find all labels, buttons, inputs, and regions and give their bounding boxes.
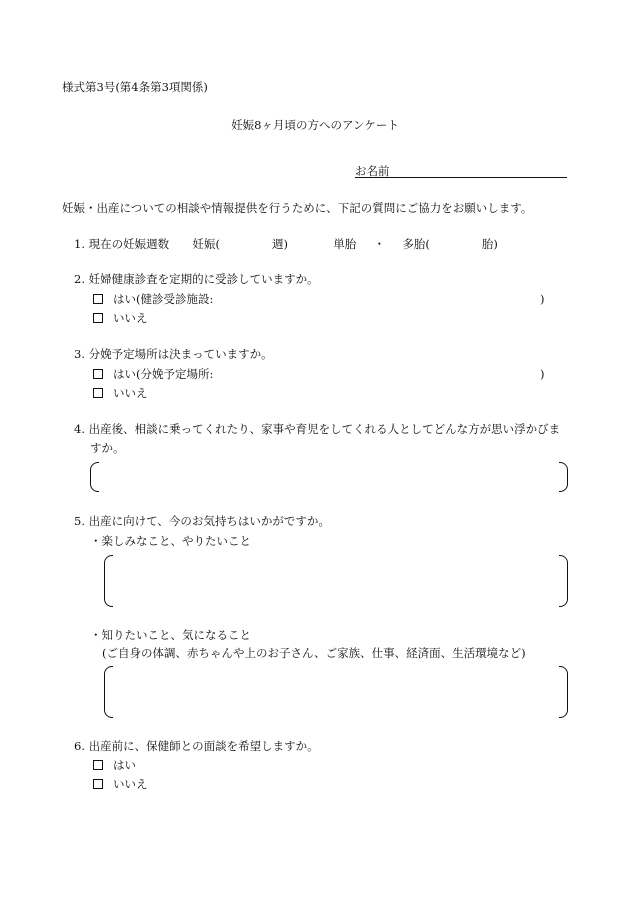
separator-dot: ・ <box>373 237 386 251</box>
question-1-text: 1. 現在の妊娠週数 <box>74 237 170 251</box>
q5-sub2-label: ・知りたいこと、気になること <box>90 628 251 642</box>
form-number: 様式第3号(第4条第3項関係) <box>62 80 208 94</box>
q3-no-option[interactable] <box>93 385 148 401</box>
q5-sub1-answer-box[interactable] <box>104 555 568 607</box>
q6-no-checkbox[interactable] <box>93 779 103 789</box>
q3-yes-option[interactable] <box>93 366 213 382</box>
q2-yes-option[interactable] <box>93 291 213 307</box>
name-field[interactable] <box>355 177 567 178</box>
q6-yes-checkbox[interactable] <box>93 760 103 770</box>
q5-sub2-note: (ご自身の体調、赤ちゃんや上のお子さん、ご家族、仕事、経済面、生活環境など) <box>102 646 526 660</box>
question-4-line1: 4. 出産後、相談に乗ってくれたり、家事や育児をしてくれる人としてどんな方が思い浮かびま <box>74 422 561 436</box>
intro-text: 妊娠・出産についての相談や情報提供を行うために、下記の質問にご協力をお願いします。 <box>62 201 533 215</box>
question-4-line2: すか。 <box>90 441 125 455</box>
q3-no-label: いいえ <box>113 386 148 400</box>
q2-yes-label: はい(健診受診施設: <box>113 292 214 306</box>
q2-no-checkbox[interactable] <box>93 313 103 323</box>
q5-sub2-answer-box[interactable] <box>104 666 568 718</box>
q6-yes-option[interactable] <box>93 757 136 773</box>
q3-yes-checkbox[interactable] <box>93 369 103 379</box>
weeks-label: 週) <box>271 237 288 251</box>
name-label: お名前 <box>355 164 390 178</box>
q2-no-option[interactable] <box>93 310 148 326</box>
q5-sub1-label: ・楽しみなこと、やりたいこと <box>90 534 251 548</box>
single-option[interactable]: 単胎 <box>333 237 357 251</box>
q3-yes-label: はい(分娩予定場所: <box>113 367 214 381</box>
q2-yes-checkbox[interactable] <box>93 294 103 304</box>
q4-answer-box[interactable] <box>90 462 568 492</box>
q3-close-paren: ) <box>540 367 545 381</box>
q2-no-label: いいえ <box>113 311 148 325</box>
question-1 <box>74 236 498 252</box>
q6-yes-label: はい <box>113 758 136 772</box>
fetus-label: 胎) <box>481 237 498 251</box>
pregnancy-label: 妊娠( <box>192 237 220 251</box>
question-2-text: 2. 妊婦健康診査を定期的に受診していますか。 <box>74 272 319 286</box>
q3-no-checkbox[interactable] <box>93 388 103 398</box>
q6-no-option[interactable] <box>93 776 148 792</box>
q2-close-paren: ) <box>540 292 545 306</box>
question-6-text: 6. 出産前に、保健師との面談を希望しますか。 <box>74 739 319 753</box>
question-3-text: 3. 分娩予定場所は決まっていますか。 <box>74 347 273 361</box>
multiple-option[interactable]: 多胎( <box>402 237 430 251</box>
q6-no-label: いいえ <box>113 777 148 791</box>
question-5-text: 5. 出産に向けて、今のお気持ちはいかがですか。 <box>74 514 330 528</box>
page-title: 妊娠8ヶ月頃の方へのアンケート <box>231 118 399 132</box>
